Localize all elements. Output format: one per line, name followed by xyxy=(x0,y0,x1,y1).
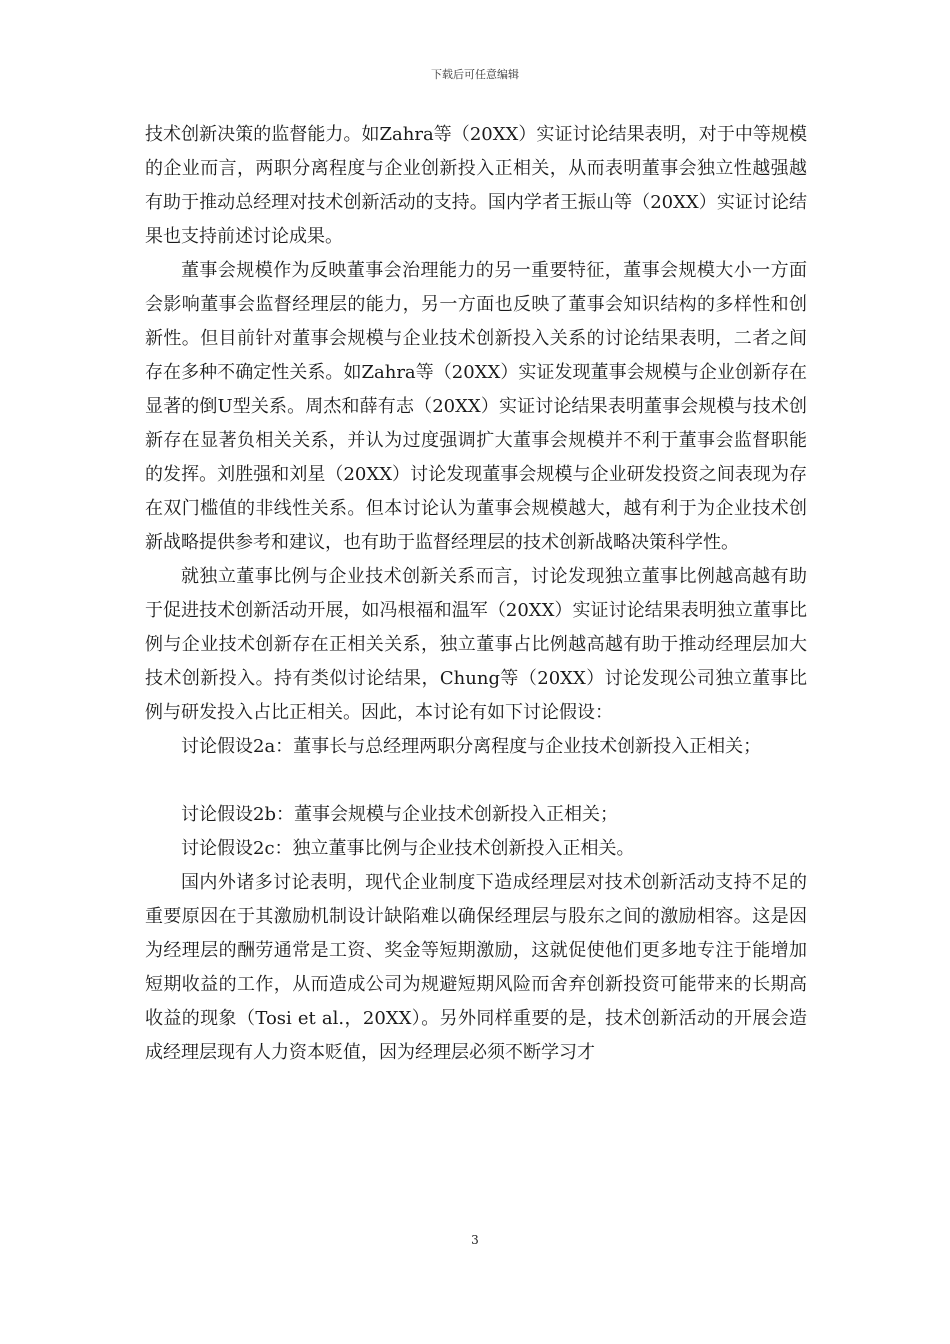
page-header: 下载后可任意编辑 xyxy=(431,68,519,81)
paragraph-3: 就独立董事比例与企业技术创新关系而言，讨论发现独立董事比例越高越有助于促进技术创新活动开展，如冯根福和温军（20XX）实证讨论结果表明独立董事比例与企业技术创新存在正相关关系，独立董事占比例越高越有助于推动经理层加大技术创新投入。持有类似讨论结果，Chung等（20XX）讨论发现公司独立董事比例与研发投入占比正相关。因此，本讨论有如下讨论假设： xyxy=(145,566,807,723)
blank-line xyxy=(145,764,807,798)
page-number: 3 xyxy=(471,1233,479,1247)
hypothesis-2b: 讨论假设2b：董事会规模与企业技术创新投入正相关； xyxy=(181,804,618,825)
document-body xyxy=(145,118,807,1070)
paragraph-4: 国内外诸多讨论表明，现代企业制度下造成经理层对技术创新活动支持不足的重要原因在于其激励机制设计缺陷难以确保经理层与股东之间的激励相容。这是因为经理层的酬劳通常是工资、奖金等短期激励，这就促使他们更多地专注于能增加短期收益的工作，从而造成公司为规避短期风险而舍弃创新投资可能带来的长期高收益的现象（Tosi et al.，20XX）。另外同样重要的是，技术创新活动的开展会造成经理层现有人力资本贬值，因为经理层必须不断学习才 xyxy=(145,872,807,1063)
hypothesis-2a: 讨论假设2a：董事长与总经理两职分离程度与企业技术创新投入正相关； xyxy=(181,736,762,757)
hypothesis-2c: 讨论假设2c：独立董事比例与企业技术创新投入正相关。 xyxy=(181,838,635,859)
paragraph-2: 董事会规模作为反映董事会治理能力的另一重要特征，董事会规模大小一方面会影响董事会监督经理层的能力，另一方面也反映了董事会知识结构的多样性和创新性。但目前针对董事会规模与企业技术创新投入关系的讨论结果表明，二者之间存在多种不确定性关系。如Zahra等（20XX）实证发现董事会规模与企业创新存在显著的倒U型关系。周杰和薛有志（20XX）实证讨论结果表明董事会规模与技术创新存在显著负相关关系，并认为过度强调扩大董事会规模并不利于董事会监督职能的发挥。刘胜强和刘星（20XX）讨论发现董事会规模与企业研发投资之间表现为存在双门槛值的非线性关系。但本讨论认为董事会规模越大，越有利于为企业技术创新战略提供参考和建议，也有助于监督经理层的技术创新战略决策科学性。 xyxy=(145,260,807,553)
paragraph-1: 技术创新决策的监督能力。如Zahra等（20XX）实证讨论结果表明，对于中等规模的企业而言，两职分离程度与企业创新投入正相关，从而表明董事会独立性越强越有助于推动总经理对技术创新活动的支持。国内学者王振山等（20XX）实证讨论结果也支持前述讨论成果。 xyxy=(145,124,807,247)
